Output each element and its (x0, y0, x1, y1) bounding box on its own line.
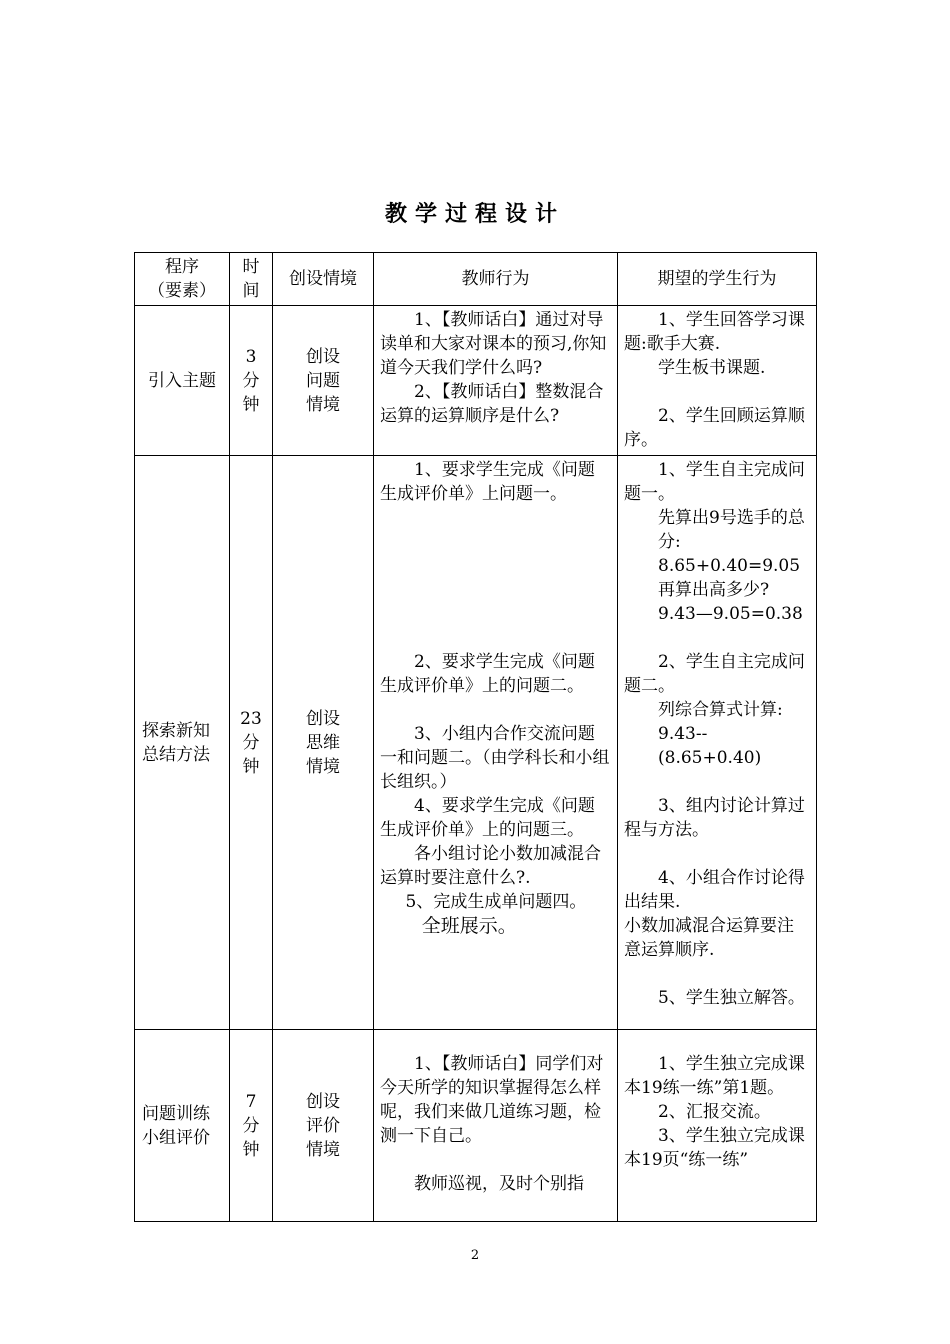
table-row (135, 1030, 817, 1222)
header-student: 期望的学生行为 (618, 253, 817, 306)
row-student: 1、学生自主完成问题一。 先算出9号选手的总分: 8.65+0.40=9.05 再算出高多少? 9.43—9.05=0.38 2、学生自主完成问题二。 列综合算式计算: 9.43--(8.65+0.40) 3、组内讨论计算过程与方法。 4、小组合作讨论得出结果. 小数加减混合运算要注意运算顺序. 5、学生独立解答。 (618, 456, 817, 1030)
row-time: 7 分 钟 (230, 1030, 273, 1222)
row-procedure: 问题训练小组评价 (135, 1030, 230, 1222)
row-situation: 创设 问题 情境 (273, 306, 374, 456)
row-time: 3 分 钟 (230, 306, 273, 456)
row-time: 23 分 钟 (230, 456, 273, 1030)
header-situation: 创设情境 (273, 253, 374, 306)
row-procedure: 探索新知总结方法 (135, 456, 230, 1030)
page-number: 2 (470, 1248, 480, 1263)
header-time: 时 间 (230, 253, 273, 306)
table-row (135, 456, 817, 1030)
row-student: 1、学生独立完成课本19练一练”第1题。 2、汇报交流。 3、学生独立完成课本19页“练一练” (618, 1030, 817, 1222)
header-procedure: 程序 （要素） (135, 253, 230, 306)
table-row (135, 306, 817, 456)
row-procedure: 引入主题 (135, 306, 230, 456)
row-situation: 创设 评价 情境 (273, 1030, 374, 1222)
row-teacher: 1、【教师话白】通过对导读单和大家对课本的预习,你知道今天我们学什么吗? 2、【教师话白】整数混合运算的运算顺序是什么? (374, 306, 618, 456)
row-teacher: 1、【教师话白】同学们对今天所学的知识掌握得怎么样呢，我们来做几道练习题，检测一下自己。 教师巡视，及时个别指 (374, 1030, 618, 1222)
table-header-row (135, 253, 817, 306)
row-student: 1、学生回答学习课题:歌手大赛. 学生板书课题. 2、学生回顾运算顺序。 (618, 306, 817, 456)
header-teacher: 教师行为 (374, 253, 618, 306)
row-teacher: 1、要求学生完成《问题生成评价单》上问题一。 2、要求学生完成《问题生成评价单》上的问题二。 3、小组内合作交流问题一和问题二。（由学科长和小组长组织。） 4、要求学生完成《问题生成评价单》上的问题三。 各小组讨论小数加减混合运算时要注意什么?. 5、完成生成单问题四。 全班展示。 (374, 456, 618, 1030)
lesson-plan-table (134, 252, 817, 1222)
row-situation: 创设 思维 情境 (273, 456, 374, 1030)
page-title: 教学过程设计 (384, 201, 565, 227)
